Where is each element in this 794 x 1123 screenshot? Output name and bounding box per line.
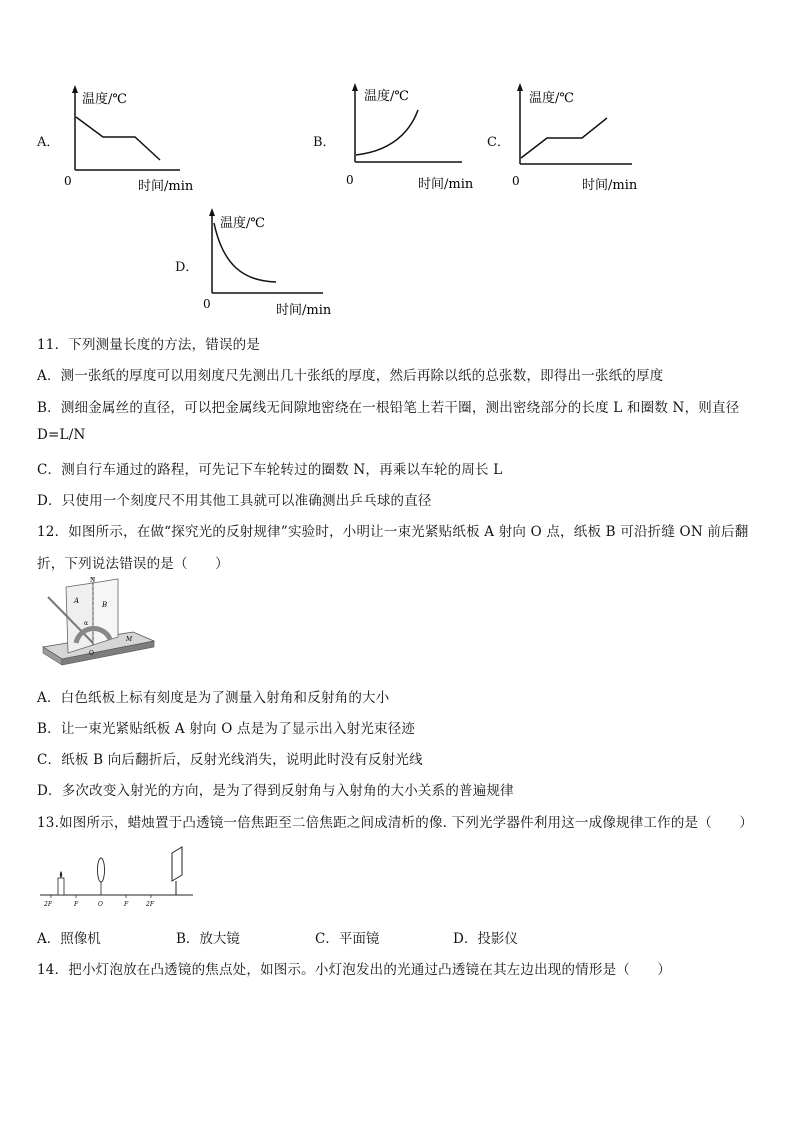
graph-c-xlabel: 时间/min xyxy=(582,178,638,193)
q12-option-d: D．多次改变入射光的方向，是为了得到反射角与入射角的大小关系的普遍规律 xyxy=(37,783,514,799)
label-m: M xyxy=(126,636,133,643)
q13-option-d: D．投影仪 xyxy=(453,931,518,947)
label-left-2f: 2F xyxy=(44,901,52,908)
q11-option-a: A．测一张纸的厚度可以用刻度尺先测出几十张纸的厚度，然后再除以纸的总张数，即得出一张纸的厚度 xyxy=(37,368,664,384)
graph-c-origin: 0 xyxy=(512,174,520,188)
graph-d xyxy=(198,205,358,320)
convex-lens-icon xyxy=(98,858,105,882)
q12-option-c: C．纸板 B 向后翻折后，反射光线消失，说明此时没有反射光线 xyxy=(37,752,423,768)
q13-option-b: B．放大镜 xyxy=(176,931,240,947)
label-right-2f: 2F xyxy=(146,901,154,908)
q12-stem-line1: 12．如图所示，在做“探究光的反射规律”实验时，小明让一束光紧贴纸板 A 射向 O 点，纸板 B 可沿折缝 ON 前后翻 xyxy=(37,524,749,540)
label-right-f: F xyxy=(124,901,129,908)
graph-d-curve xyxy=(214,223,276,282)
q12-option-a: A．白色纸板上标有刻度是为了测量入射角和反射角的大小 xyxy=(37,690,390,706)
option-c-letter: C． xyxy=(487,135,510,150)
graph-a-curve xyxy=(76,117,160,160)
label-b: B xyxy=(102,601,108,609)
graph-a xyxy=(60,82,220,197)
q11-stem: 11．下列测量长度的方法，错误的是 xyxy=(37,337,261,353)
q14-stem: 14．把小灯泡放在凸透镜的焦点处，如图示。小灯泡发出的光通过凸透镜在其左边出现的情形是（ ） xyxy=(37,962,672,978)
graph-b-ylabel: 温度/℃ xyxy=(364,89,409,104)
option-d-letter: D． xyxy=(175,260,199,275)
graph-b-xlabel: 时间/min xyxy=(418,177,474,192)
label-n: N xyxy=(90,577,96,584)
q12-stem-line2: 折，下列说法错误的是（ ） xyxy=(37,556,229,572)
q11-option-b-line1: B．测细金属丝的直径，可以把金属线无间隙地密绕在一根铅笔上若干圈，测出密绕部分的长度 L 和圈数 N，则直径 xyxy=(37,400,740,416)
graph-a-origin: 0 xyxy=(64,174,72,188)
graph-b-curve xyxy=(356,110,418,155)
option-b-letter: B． xyxy=(313,135,336,150)
graph-d-ylabel: 温度/℃ xyxy=(220,216,265,231)
option-a-letter: A． xyxy=(37,135,60,150)
screen-icon xyxy=(172,847,182,881)
graph-b-origin: 0 xyxy=(346,173,354,187)
graph-a-xlabel: 时间/min xyxy=(138,179,194,194)
q13-option-a: A．照像机 xyxy=(37,931,101,947)
candle-icon xyxy=(58,878,64,895)
label-o: O xyxy=(98,901,103,908)
q11-option-c: C．测自行车通过的路程，可先记下车轮转过的圈数 N，再乘以车轮的周长 L xyxy=(37,462,503,478)
q11-option-d: D．只使用一个刻度尺不用其他工具就可以准确测出乒乓球的直径 xyxy=(37,493,432,509)
graph-d-origin: 0 xyxy=(203,297,211,311)
q13-stem: 13.如图所示，蜡烛置于凸透镜一倍焦距至二倍焦距之间成清析的像. 下列光学器件利用这一成像规律工作的是（ ） xyxy=(37,815,754,831)
graph-b xyxy=(342,80,502,195)
graph-c-ylabel: 温度/℃ xyxy=(529,91,574,106)
q13-option-c: C．平面镜 xyxy=(315,931,380,947)
graph-d-xlabel: 时间/min xyxy=(276,303,332,318)
q11-option-b-line2: D=L/N xyxy=(37,427,86,443)
label-left-f: F xyxy=(74,901,79,908)
reflection-experiment-figure xyxy=(38,575,158,675)
q12-option-b: B．让一束光紧贴纸板 A 射向 O 点是为了显示出入射光束径迹 xyxy=(37,721,416,737)
label-a: A xyxy=(74,597,80,605)
graph-c-curve xyxy=(521,118,607,158)
label-alpha: α xyxy=(84,620,89,627)
graph-c xyxy=(507,80,667,195)
label-o: O xyxy=(89,650,94,657)
lens-bench-figure xyxy=(38,845,198,910)
graph-a-ylabel: 温度/℃ xyxy=(82,92,127,107)
